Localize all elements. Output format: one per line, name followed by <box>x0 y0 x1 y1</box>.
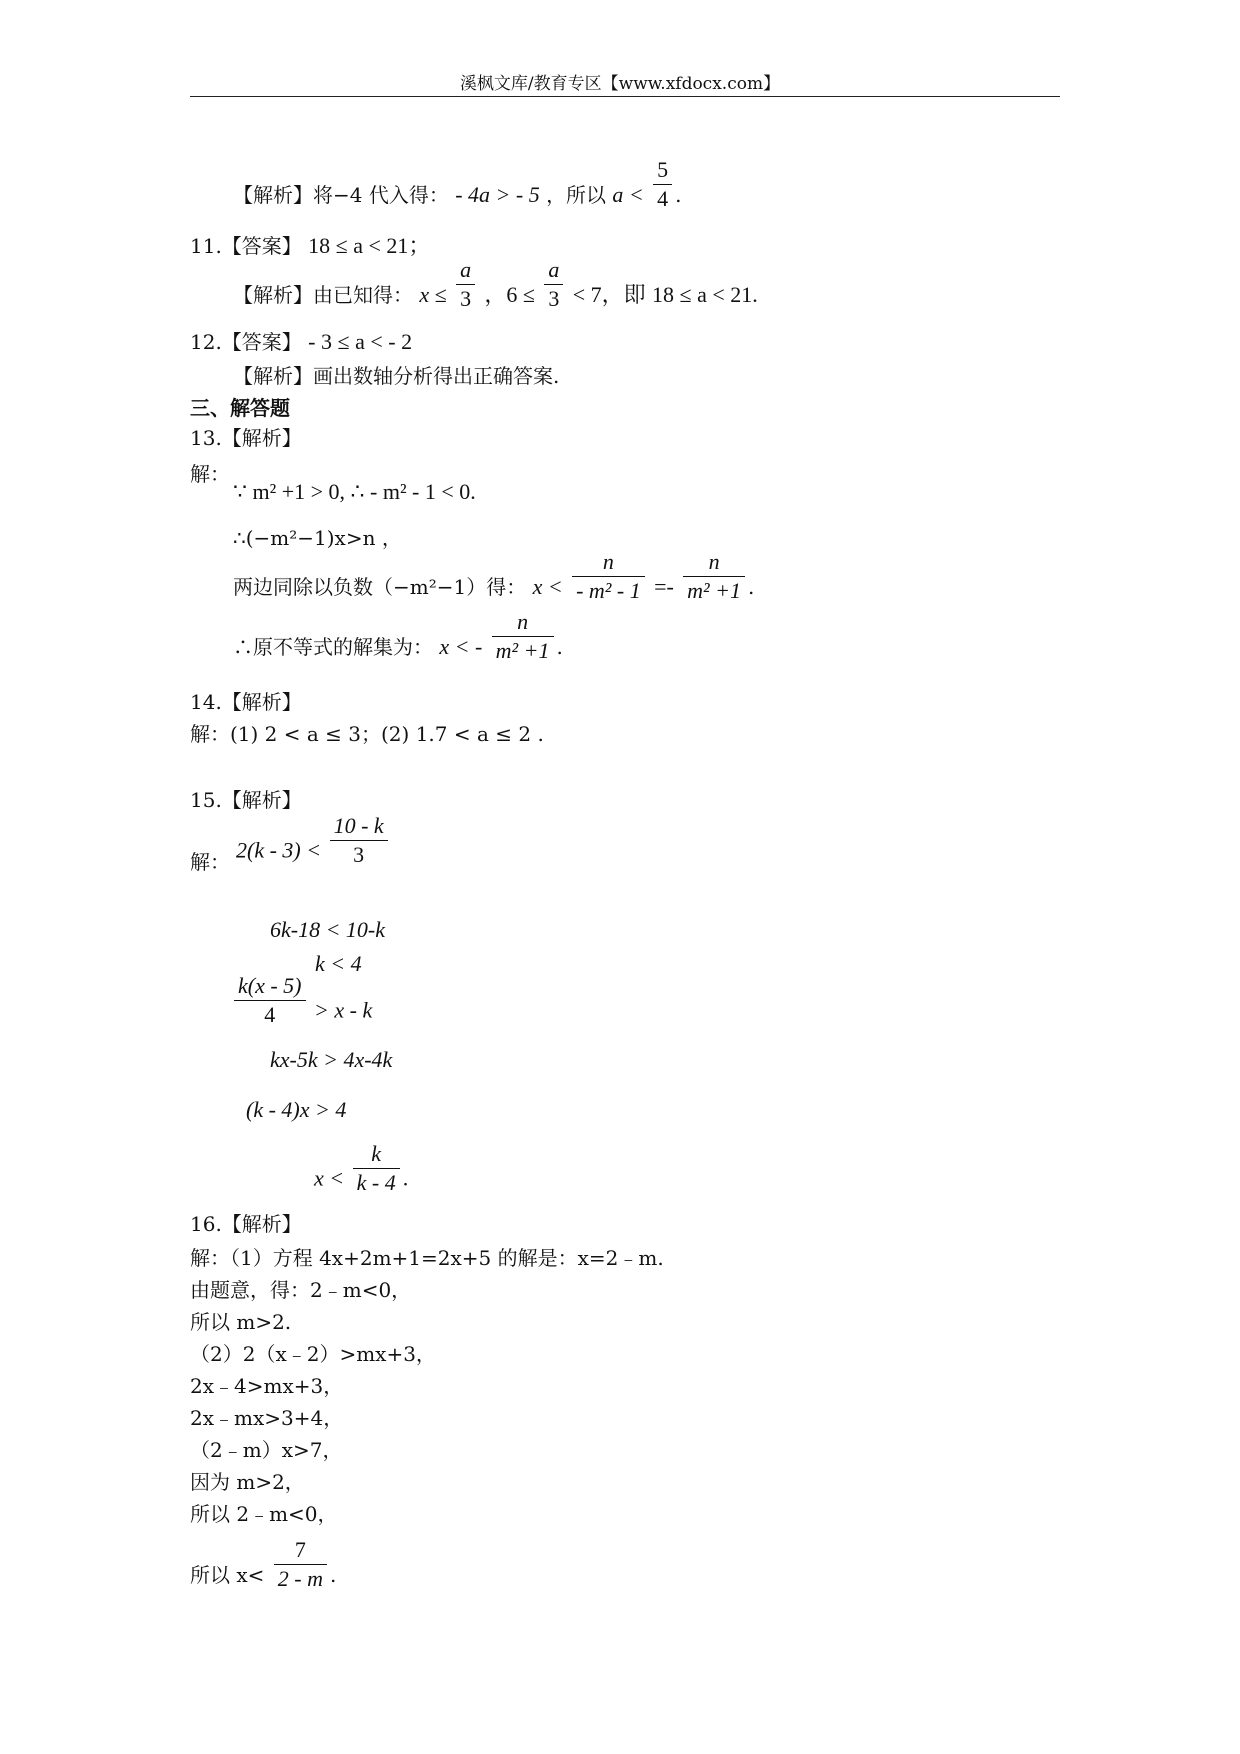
q12-answer <box>190 328 412 356</box>
denominator: 4 <box>264 1002 276 1027</box>
fraction <box>683 548 745 605</box>
denominator: - m² - 1 <box>576 578 641 603</box>
fraction <box>456 256 475 313</box>
fraction <box>353 1140 400 1197</box>
text: 【解析】将−4 代入得： <box>233 183 449 207</box>
label: 12.【答案】 <box>190 330 302 354</box>
section-title: 三、解答题 <box>190 396 290 420</box>
answer-10-analysis: 【解析】将−4 代入得： - 4a > - 5 ，所以 a < $\frac{5}{4}$ . <box>233 157 682 211</box>
q16-line9: 所以 2﹣m<0， <box>190 1502 338 1526</box>
math: x < <box>532 574 563 599</box>
q16-line8: 因为 m>2， <box>190 1470 305 1494</box>
fraction <box>274 1536 327 1593</box>
q16-line4: （2）2（x﹣2）>mx+3， <box>190 1342 436 1366</box>
q14-label: 14.【解析】 <box>190 690 302 714</box>
label: 11.【答案】 <box>190 234 302 258</box>
fraction <box>544 256 563 313</box>
q15-step7: x < $\frac{k}{k - 4}$ . <box>314 1141 409 1195</box>
q13-step1: ∵ m² +1 > 0, ∴ - m² - 1 < 0. <box>233 479 476 504</box>
q16-line6: 2x﹣mx>3+4， <box>190 1406 344 1430</box>
denominator: m² +1 <box>495 638 550 663</box>
q13-label: 13.【解析】 <box>190 426 302 450</box>
jie-label: 解： <box>190 462 230 486</box>
numerator: n <box>492 608 554 637</box>
numerator: n <box>683 548 745 577</box>
fraction <box>492 608 554 665</box>
denominator: k - 4 <box>356 1170 396 1195</box>
math: 2(k - 3) < <box>236 837 322 863</box>
jie-label: 解： <box>190 850 230 874</box>
denominator: 3 <box>460 286 472 311</box>
fraction <box>572 548 645 605</box>
q13-step4: ∴原不等式的解集为： x < - $\frac{n}{\text{m² +1}}$ . <box>233 609 563 663</box>
denominator: 2 - m <box>277 1566 323 1591</box>
numerator: 7 <box>274 1536 327 1565</box>
text: 【解析】由已知得： <box>233 283 413 307</box>
math: - 3 ≤ a < - 2 <box>308 329 413 354</box>
q15-step3: k < 4 <box>315 951 362 976</box>
math: a < <box>612 182 644 207</box>
page-header: 溪枫文库/教育专区【www.xfdocx.com】 <box>459 74 781 94</box>
q16-line1: 解：（1）方程 4x+2m+1=2x+5 的解是：x=2﹣m. <box>190 1246 664 1270</box>
fraction <box>234 972 306 1029</box>
numerator: a <box>544 256 563 285</box>
text: ∴原不等式的解集为： <box>233 635 433 659</box>
q15-step2: 6k-18 < 10-k <box>270 917 386 942</box>
math: x < <box>314 1165 345 1191</box>
numerator: k(x - 5) <box>234 972 306 1001</box>
q15-label: 15.【解析】 <box>190 788 302 812</box>
numerator: n <box>572 548 645 577</box>
q16-line2: 由题意，得：2﹣m<0， <box>190 1278 412 1302</box>
q15-step1 <box>236 813 391 869</box>
q12-analysis: 【解析】画出数轴分析得出正确答案. <box>233 364 560 388</box>
math: x ≤ <box>419 282 447 307</box>
q11-analysis <box>233 257 758 313</box>
math: ，6 ≤ <box>484 282 535 307</box>
denominator: m² +1 <box>687 578 742 603</box>
q16-label: 16.【解析】 <box>190 1212 302 1236</box>
numerator: a <box>456 256 475 285</box>
q13-step2: ∴(−m²−1)x>n ， <box>233 526 402 550</box>
math: x < - <box>439 634 483 659</box>
numerator: 5 <box>653 156 672 185</box>
q16-line3: 所以 m>2. <box>190 1310 292 1334</box>
q15-step6: (k - 4)x > 4 <box>246 1097 347 1122</box>
q16-line5: 2x﹣4>mx+3， <box>190 1374 344 1398</box>
text: ，所以 <box>546 183 607 207</box>
fraction <box>653 156 672 213</box>
math: > x - k <box>314 997 373 1023</box>
q15-step4 <box>234 973 373 1029</box>
denominator: 3 <box>548 286 560 311</box>
numerator: k <box>353 1140 400 1169</box>
q16-line7: （2﹣m）x>7， <box>190 1438 343 1462</box>
fraction <box>330 812 388 869</box>
numerator: 10 - k <box>330 812 388 841</box>
math: =- <box>654 574 674 599</box>
math: 18 ≤ a < 21. <box>652 282 758 307</box>
math: - 4a > - 5 <box>455 182 540 207</box>
denominator: 3 <box>353 842 365 867</box>
text: 两边同除以负数（−m²−1）得： <box>233 575 527 599</box>
q14-answer: 解：(1) 2 < a ≤ 3；(2) 1.7 < a ≤ 2 . <box>190 722 544 746</box>
q16-line10: 所以 x< $\frac{7}{2 - m}$ . <box>190 1537 337 1591</box>
q13-step3: 两边同除以负数（−m²−1）得： x < $\frac{n}{\text{- m² - 1}}$ =- $\frac{n}{\text{m² +1}}$ . <box>233 549 755 603</box>
text: 所以 x< <box>190 1563 265 1587</box>
math: < 7，即 <box>572 282 646 307</box>
header-rule <box>190 96 1060 97</box>
denominator: 4 <box>657 186 669 211</box>
q11-answer <box>190 232 430 260</box>
math: 18 ≤ a < 21； <box>308 233 431 258</box>
q15-step5: kx-5k > 4x-4k <box>270 1047 393 1072</box>
